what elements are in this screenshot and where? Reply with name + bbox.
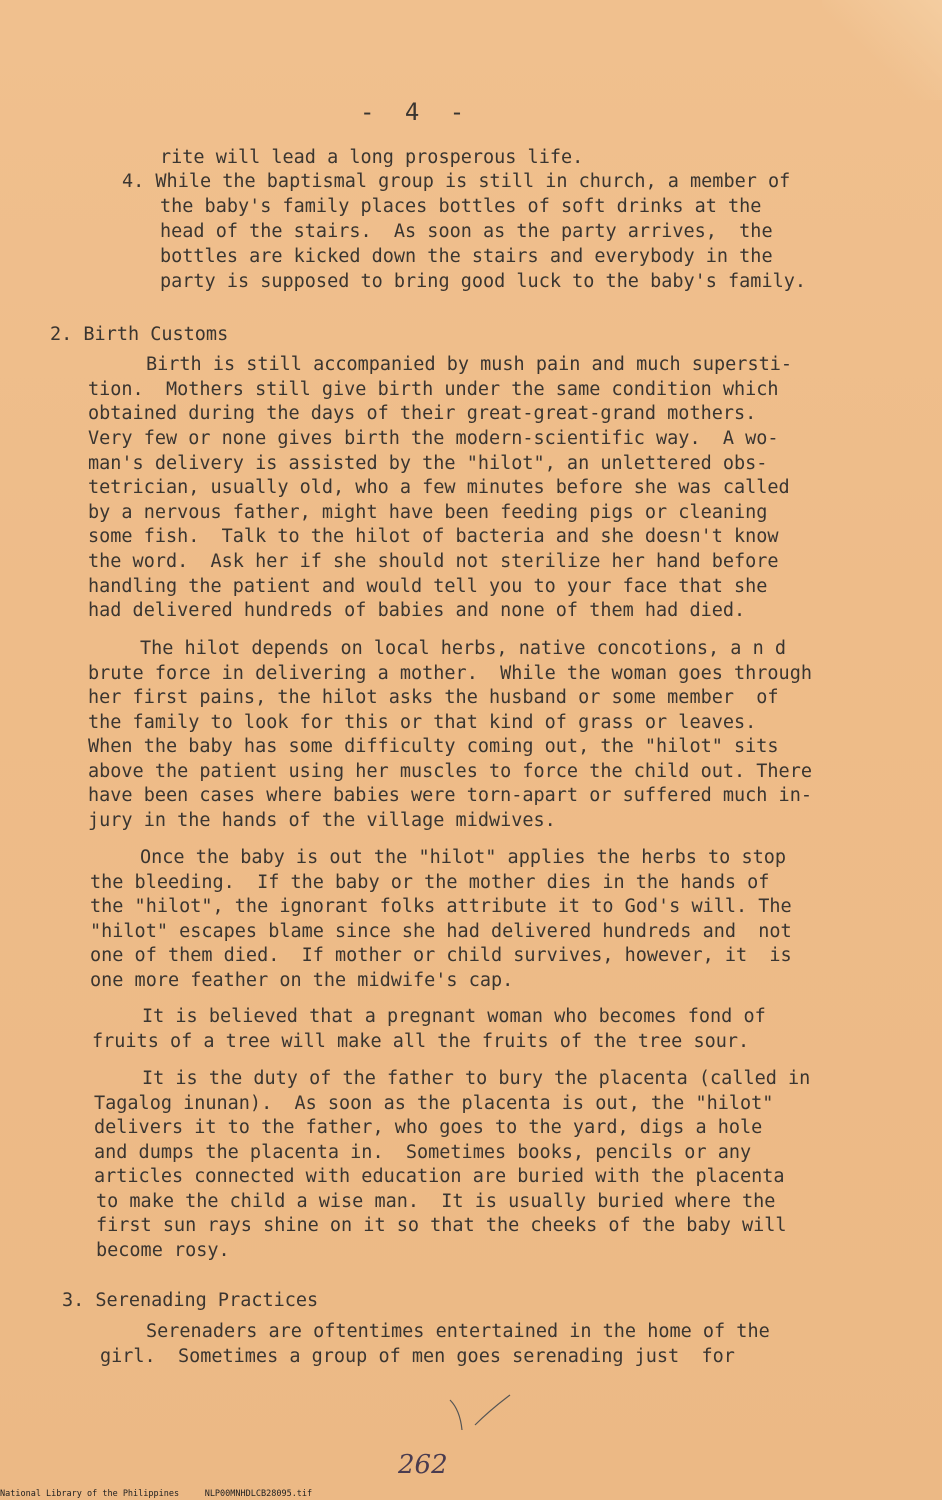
section-heading-birth-customs: 2. Birth Customs [50, 324, 229, 345]
page-fold [822, 0, 942, 100]
text-line: one more feather on the midwife's cap. [90, 970, 514, 991]
text-line: by a nervous father, might have been feeding pigs or cleaning [88, 502, 768, 523]
text-line: "hilot" escapes blame since she had delivered hundreds and not [90, 921, 792, 942]
text-line: Birth is still accompanied by mush pain and much supersti- [146, 354, 793, 375]
text-line: It is believed that a pregnant woman who becomes fond of [142, 1006, 766, 1027]
text-line: the word. Ask her if she should not sterilize her hand before [88, 551, 779, 572]
text-line: rite will lead a long prosperous life. [160, 147, 584, 168]
text-line: brute force in delivering a mother. While the woman goes through [88, 663, 812, 684]
text-line: one of them died. If mother or child survives, however, it is [90, 945, 792, 966]
scan-footer: National Library of the Philippines NLP00MNHDLCB28095.tif [0, 1489, 313, 1499]
text-line: her first pains, the hilot asks the husband or some member of [88, 687, 779, 708]
text-line: Tagalog inunan). As soon as the placenta is out, the "hilot" [94, 1093, 774, 1114]
text-line: above the patient using her muscles to force the child out. There [88, 761, 812, 782]
text-line: bottles are kicked down the stairs and everybody in the [160, 246, 773, 267]
text-line: delivers it to the father, who goes to the yard, digs a hole [94, 1117, 763, 1138]
text-line: head of the stairs. As soon as the party arrives, the [160, 221, 773, 242]
text-line: It is the duty of the father to bury the placenta (called in [142, 1068, 811, 1089]
page-number: - 4 - [360, 98, 473, 126]
text-line: to make the child a wise man. It is usually buried where the [96, 1191, 776, 1212]
text-line: the bleeding. If the baby or the mother dies in the hands of [90, 872, 770, 893]
text-line: the "hilot", the ignorant folks attribute it to God's will. The [90, 896, 792, 917]
text-line: the baby's family places bottles of soft drinks at the [160, 196, 762, 217]
text-line: become rosy. [96, 1240, 230, 1261]
text-line: The hilot depends on local herbs, native concotions, a n d [140, 638, 787, 659]
text-line: had delivered hundreds of babies and none of them had died. [88, 600, 746, 621]
text-line: Very few or none gives birth the modern-scientific way. A wo- [88, 428, 779, 449]
text-line: fruits of a tree will make all the fruits of the tree sour. [92, 1031, 750, 1052]
text-line: When the baby has some difficulty coming out, the "hilot" sits [88, 736, 779, 757]
text-line: tion. Mothers still give birth under the same condition which [88, 379, 779, 400]
text-line: obtained during the days of their great-great-grand mothers. [88, 403, 757, 424]
text-line: tetrician, usually old, who a few minutes before she was called [88, 477, 790, 498]
pencil-mark-icon [440, 1390, 530, 1450]
text-line: man's delivery is assisted by the "hilot", an unlettered obs- [88, 453, 768, 474]
text-line: first sun rays shine on it so that the cheeks of the baby will [96, 1215, 787, 1236]
list-item-4: 4. While the baptismal group is still in church, a member of [122, 171, 791, 192]
text-line: girl. Sometimes a group of men goes serenading just for [100, 1346, 735, 1367]
handwritten-page-number: 262 [398, 1450, 448, 1480]
text-line: handling the patient and would tell you to your face that she [88, 576, 768, 597]
text-line: the family to look for this or that kind of grass or leaves. [88, 712, 757, 733]
text-line: articles connected with education are buried with the placenta [94, 1166, 785, 1187]
text-line: and dumps the placenta in. Sometimes books, pencils or any [94, 1142, 752, 1163]
text-line: party is supposed to bring good luck to the baby's family. [160, 271, 807, 292]
section-heading-serenading-practices: 3. Serenading Practices [62, 1290, 319, 1311]
text-line: jury in the hands of the village midwives. [88, 810, 556, 831]
text-line: some fish. Talk to the hilot of bacteria and she doesn't know [88, 526, 779, 547]
text-line: have been cases where babies were torn-apart or suffered much in- [88, 785, 812, 806]
text-line: Serenaders are oftentimes entertained in the home of the [146, 1321, 770, 1342]
text-line: Once the baby is out the "hilot" applies the herbs to stop [140, 847, 787, 868]
